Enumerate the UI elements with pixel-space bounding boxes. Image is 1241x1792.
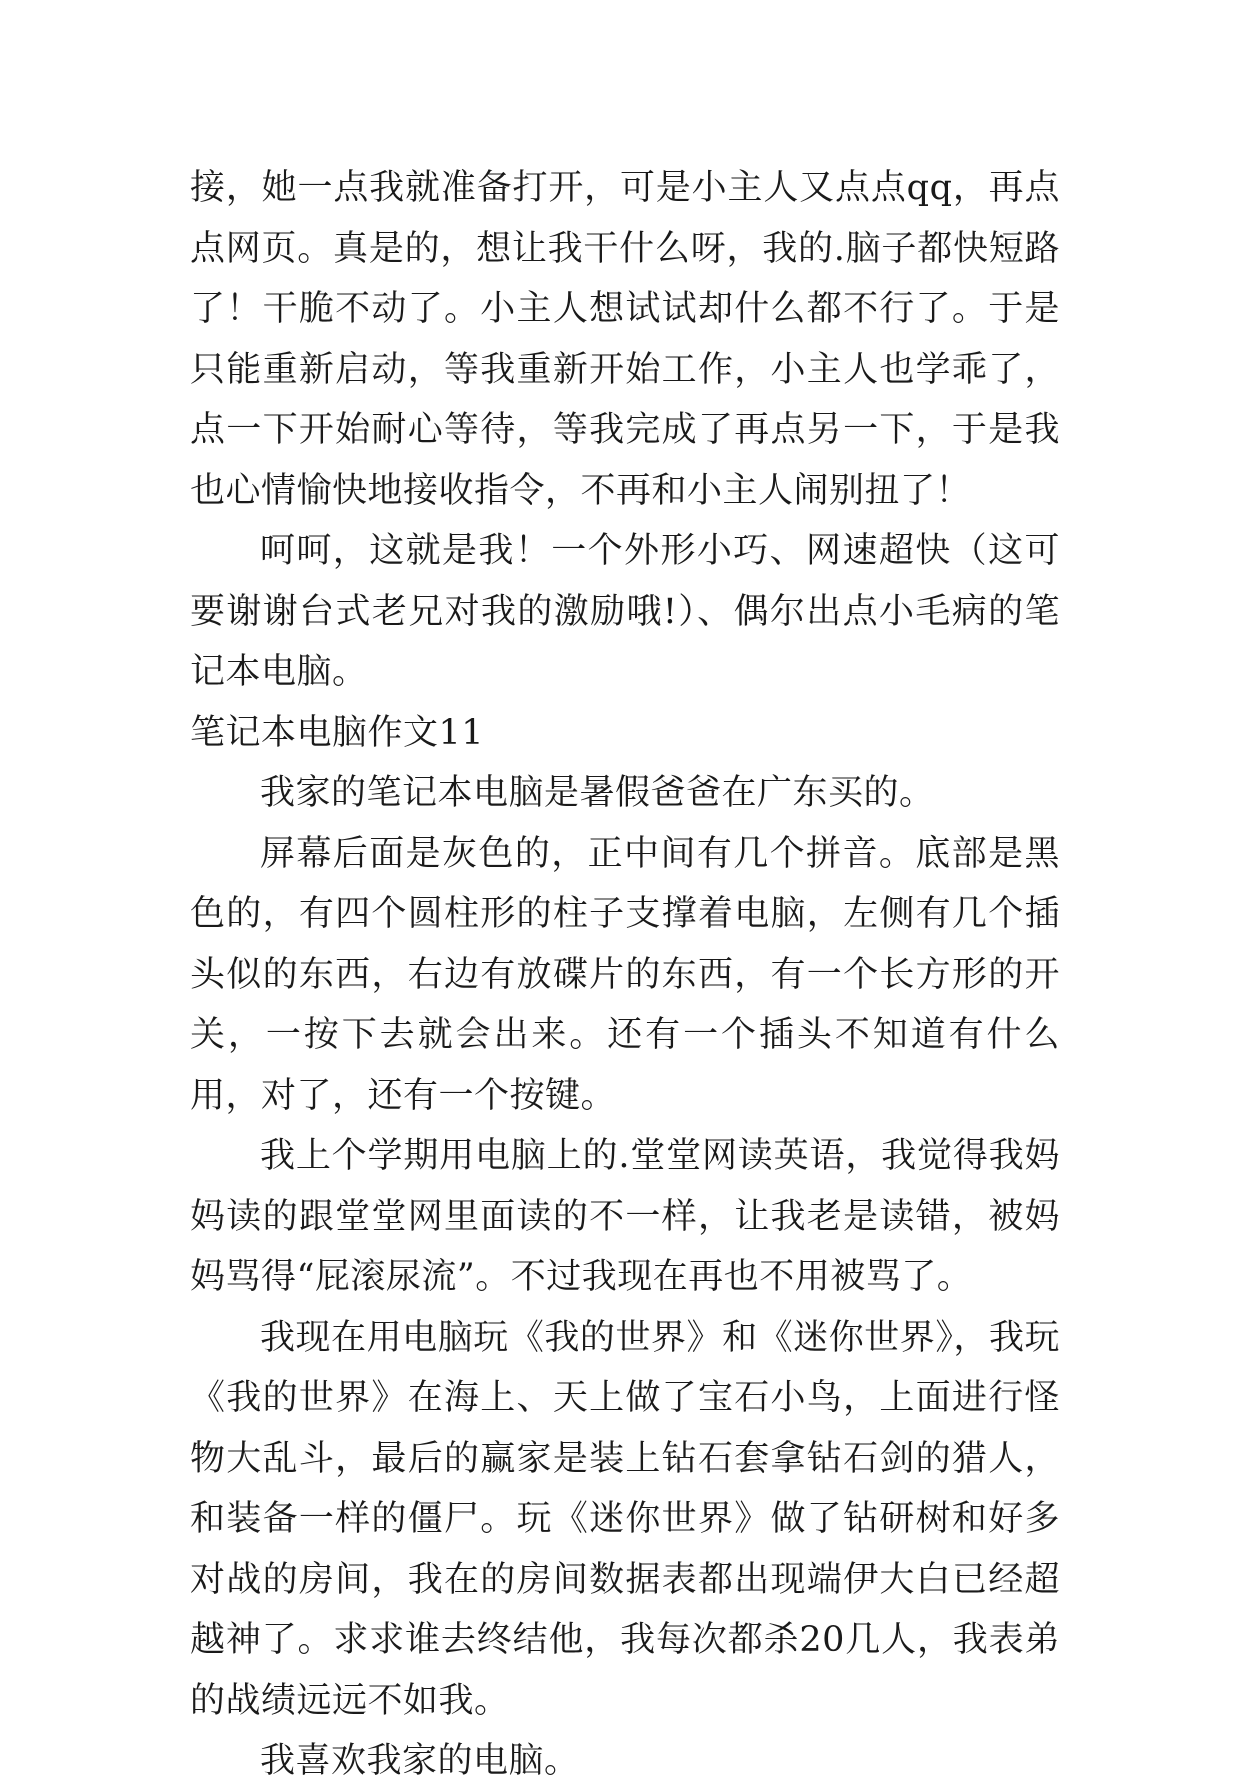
- paragraph-continuation: 接，她一点我就准备打开，可是小主人又点点qq，再点点网页。真是的，想让我干什么呀，我的.脑子都快短路了！干脆不动了。小主人想试试却什么都不行了。于是只能重新启动，等我重新开始工作，小主人也学乖了，点一下开始耐心等待，等我完成了再点另一下，于是我也心情愉快地接收指令，不再和小主人闹别扭了！: [190, 168, 1060, 511]
- paragraph-conclusion: 我喜欢我家的电脑。: [260, 1741, 580, 1781]
- paragraph-summary: 呵呵，这就是我！一个外形小巧、网速超快（这可要谢谢台式老兄对我的激励哦!）、偶尔出点小毛病的笔记本电脑。: [190, 531, 1060, 692]
- essay-heading: 笔记本电脑作文11: [190, 712, 485, 753]
- paragraph-games: 我现在用电脑玩《我的世界》和《迷你世界》，我玩《我的世界》在海上、天上做了宝石小鸟，上面进行怪物大乱斗，最后的赢家是装上钻石套拿钻石剑的猎人，和装备一样的僵尸。玩《迷你世界》做了钻研树和好多对战的房间，我在的房间数据表都出现端伊大白已经超越神了。求求谁去终结他，我每次都杀20几人，我表弟的战绩远远不如我。: [190, 1317, 1060, 1721]
- paragraph-intro: 我家的笔记本电脑是暑假爸爸在广东买的。: [260, 773, 935, 813]
- paragraph-description: 屏幕后面是灰色的，正中间有几个拼音。底部是黑色的，有四个圆柱形的柱子支撑着电脑，左侧有几个插头似的东西，右边有放碟片的东西，有一个长方形的开关，一按下去就会出来。还有一个插头不知道有什么用，对了，还有一个按键。: [190, 833, 1060, 1116]
- paragraph-english-study: 我上个学期用电脑上的.堂堂网读英语，我觉得我妈妈读的跟堂堂网里面读的不一样，让我老是读错，被妈妈骂得“屁滚尿流”。不过我现在再也不用被骂了。: [190, 1136, 1060, 1297]
- article-body: [190, 158, 1060, 1792]
